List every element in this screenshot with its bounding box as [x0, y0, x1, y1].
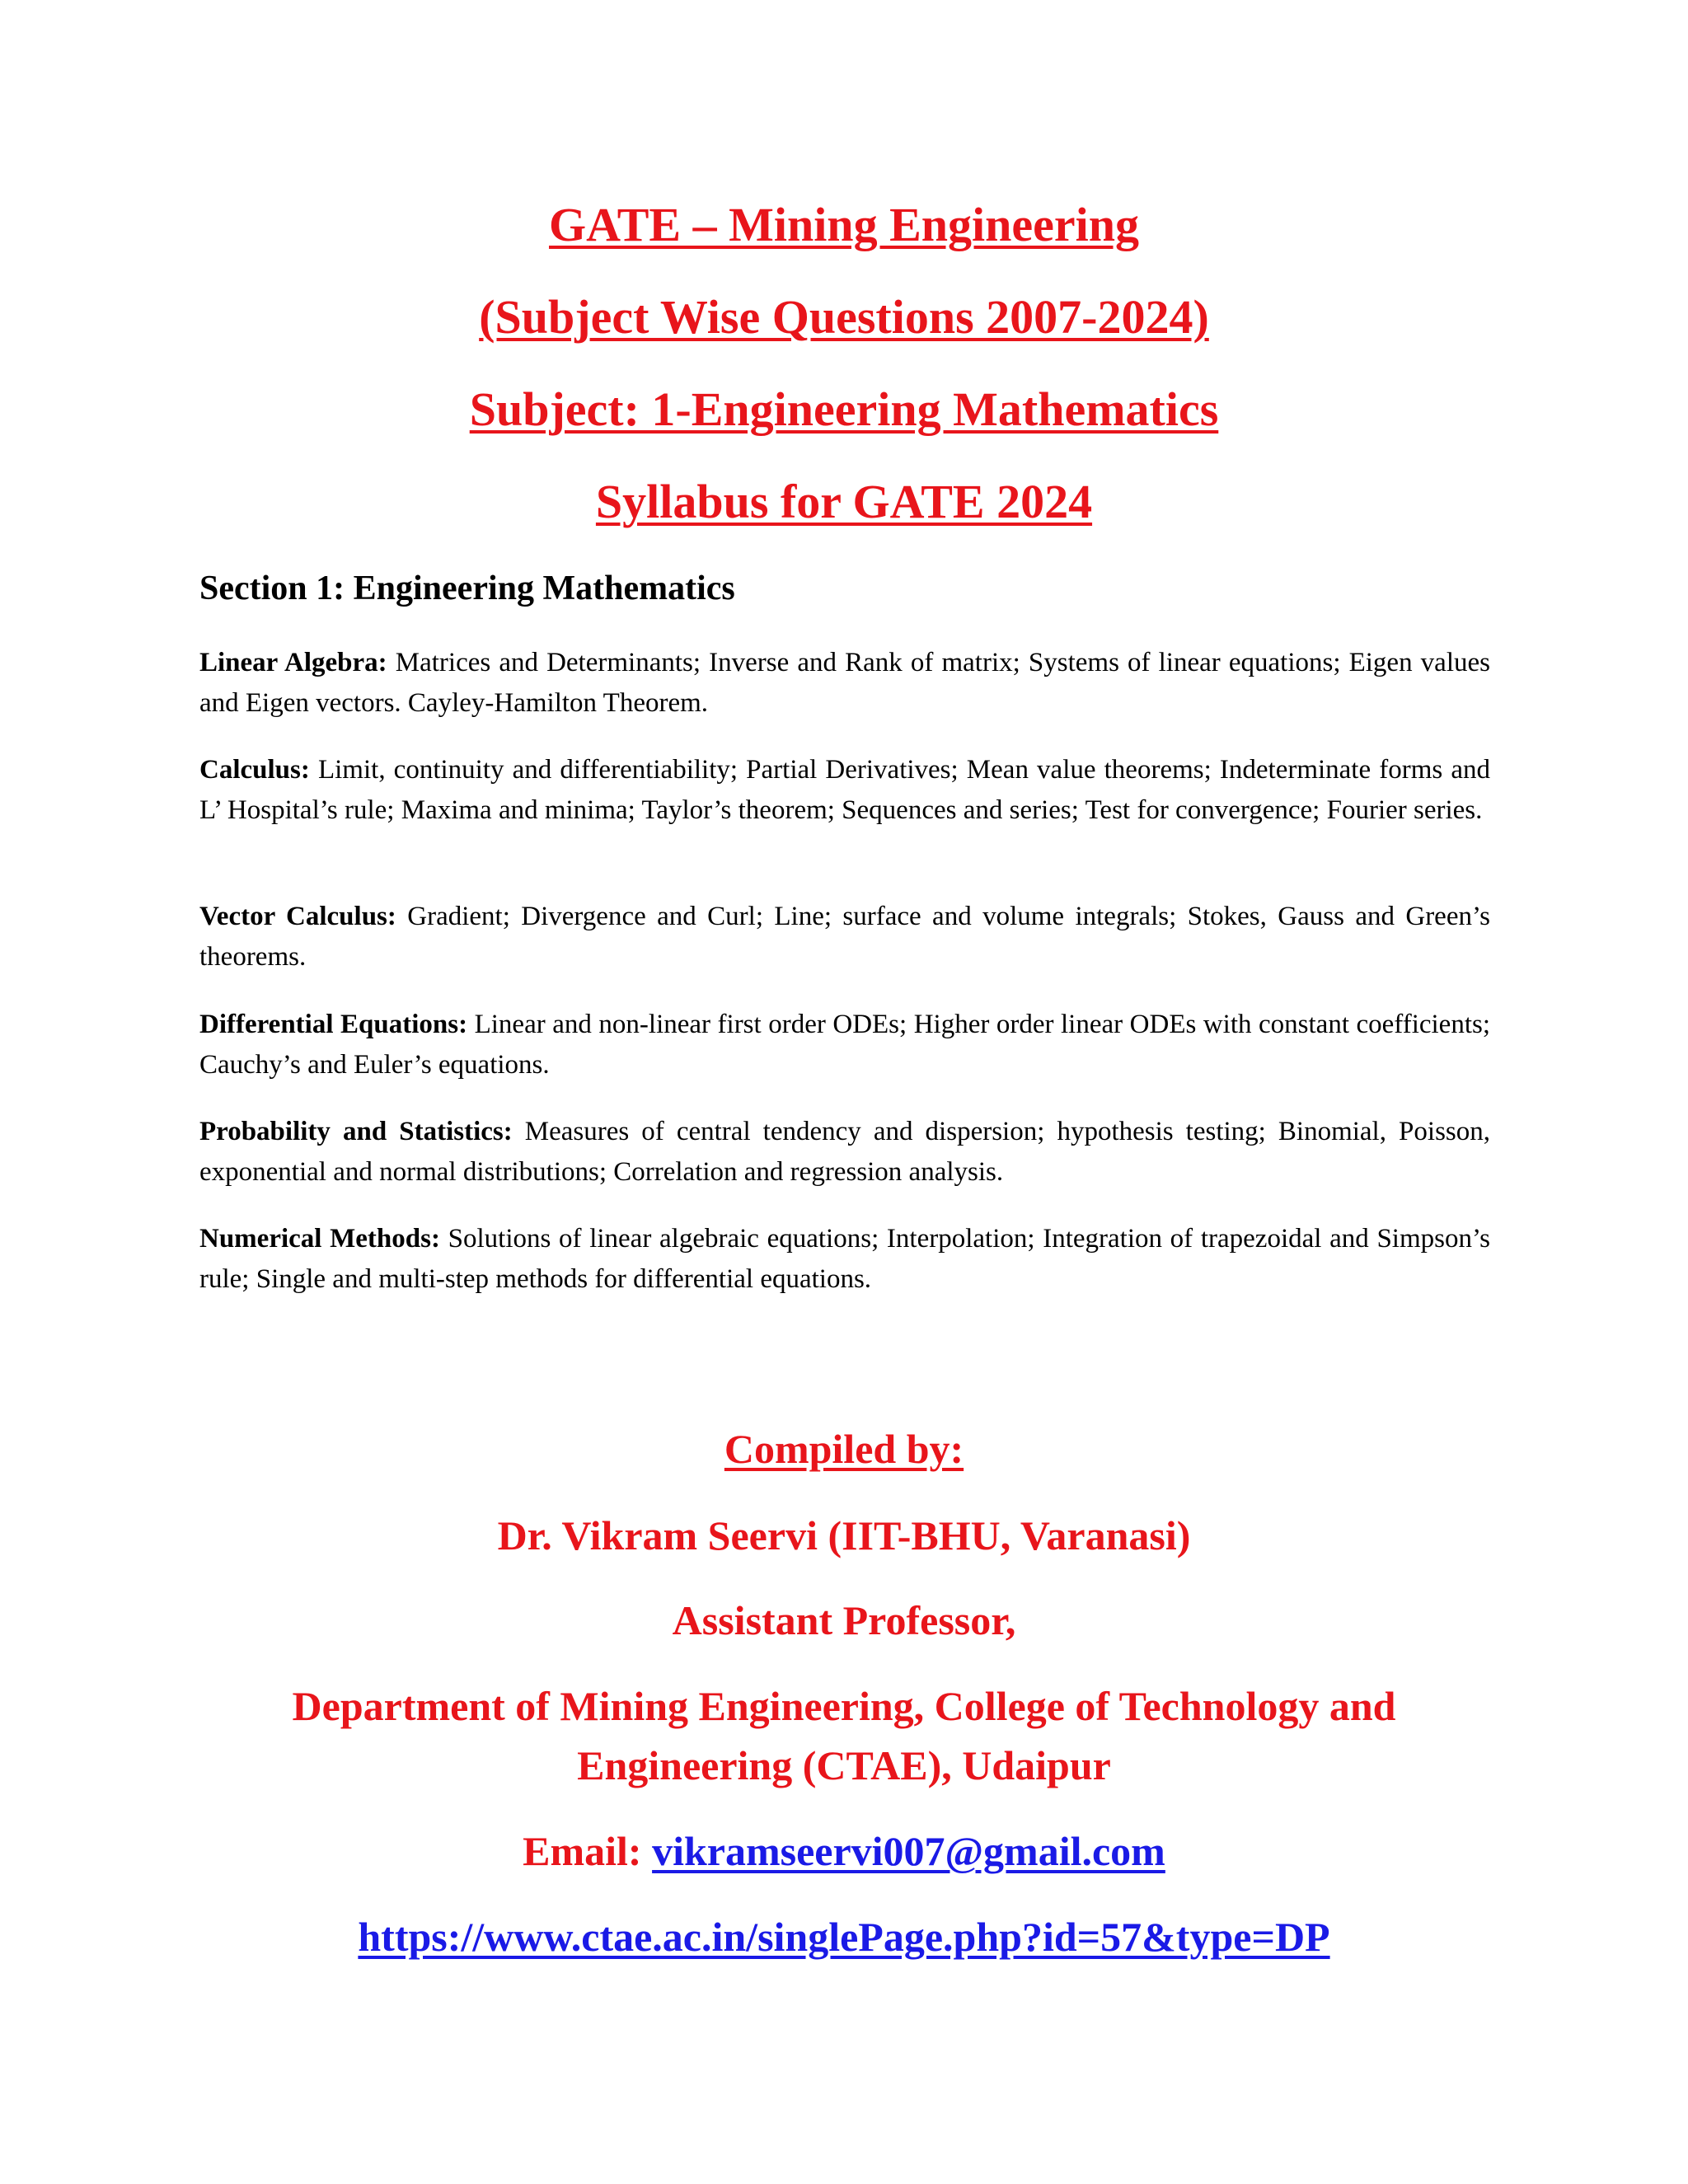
topic-linear-algebra — [199, 643, 1490, 724]
topic-calculus — [199, 750, 1490, 831]
compiled-by-heading — [0, 1419, 1688, 1479]
title-line-1: GATE – Mining Engineering — [549, 198, 1139, 251]
author-department-line-1: Department of Mining Engineering, College of Technology and — [292, 1683, 1396, 1729]
topic-label: Probability and Statistics: — [199, 1117, 525, 1146]
syllabus-title — [0, 473, 1688, 531]
topic-text: Gradient; Divergence and Curl; Line; surface and volume integrals; Stokes, Gauss and Green’s theorems. — [199, 902, 1490, 972]
title-line-4: Syllabus for GATE 2024 — [595, 475, 1093, 528]
topic-text: Linear and non-linear first order ODEs; Higher order linear ODEs with constant coefficients; Cauchy’s and Euler’s equations. — [199, 1010, 1491, 1080]
topic-label: Differential Equations: — [199, 1010, 475, 1039]
topic-label: Calculus: — [199, 755, 318, 785]
website-line — [0, 1907, 1688, 1966]
author-designation: Assistant Professor, — [672, 1597, 1016, 1643]
email-label: Email: — [523, 1828, 653, 1874]
website-link[interactable]: https://www.ctae.ac.in/singlePage.php?id=57&type=DP — [358, 1914, 1330, 1960]
title-line-3: Subject: 1-Engineering Mathematics — [469, 382, 1219, 436]
document-subtitle — [0, 288, 1688, 346]
subject-title — [0, 381, 1688, 438]
author-email-line — [0, 1821, 1688, 1881]
author-department-line-2: Engineering (CTAE), Udaipur — [577, 1742, 1111, 1788]
email-link[interactable]: vikramseervi007@gmail.com — [652, 1828, 1165, 1874]
title-line-2: (Subject Wise Questions 2007-2024) — [479, 290, 1209, 344]
topic-text: Limit, continuity and differentiability; Partial Derivatives; Mean value theorems; Indeterminate forms and L’ Hospital’s rule; Maxima and minima; Taylor’s theorem; Sequences and series; Test for convergence; Fourier series. — [199, 755, 1490, 825]
topic-label: Vector Calculus: — [199, 902, 408, 931]
topic-label: Numerical Methods: — [199, 1224, 448, 1254]
topic-probability-statistics — [199, 1112, 1490, 1193]
topic-vector-calculus — [199, 897, 1490, 977]
compiled-by-label: Compiled by: — [724, 1426, 964, 1472]
section-heading: Section 1: Engineering Mathematics — [199, 569, 735, 607]
topic-text: Solutions of linear algebraic equations; Interpolation; Integration of trapezoidal and Simpson’s rule; Single and multi-step methods for differential equations. — [199, 1224, 1490, 1294]
topic-differential-equations — [199, 1005, 1490, 1085]
topic-label: Linear Algebra: — [199, 648, 396, 677]
topic-numerical-methods — [199, 1219, 1490, 1300]
topic-text: Measures of central tendency and dispersion; hypothesis testing; Binomial, Poisson, exponential and normal distributions; Correlation and regression analysis. — [199, 1117, 1490, 1187]
topic-text: Matrices and Determinants; Inverse and Rank of matrix; Systems of linear equations; Eigen values and Eigen vectors. Cayley-Hamilton Theorem. — [199, 648, 1490, 718]
document-title — [0, 196, 1688, 254]
author-name: Dr. Vikram Seervi (IIT-BHU, Varanasi) — [497, 1512, 1191, 1558]
